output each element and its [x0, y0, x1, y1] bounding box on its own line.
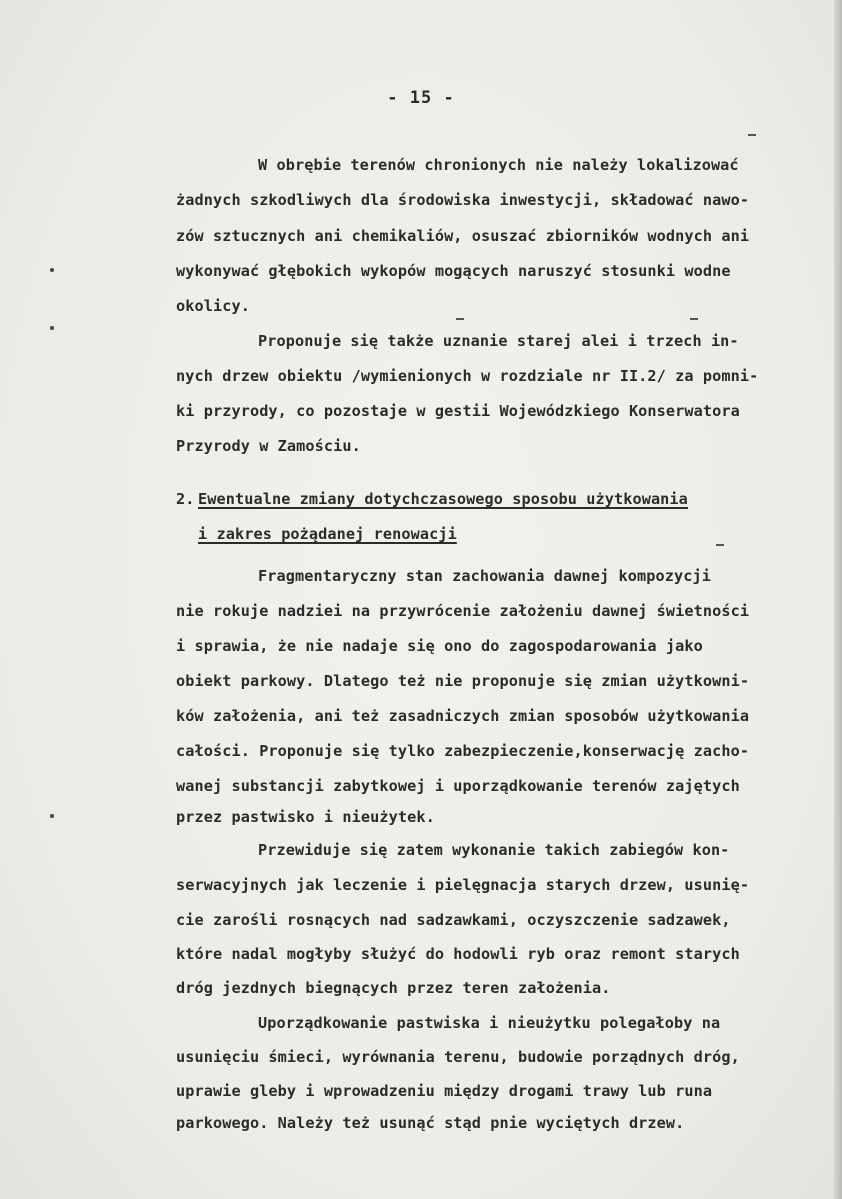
section-title-line-2: i zakres pożądanej renowacji [198, 525, 457, 543]
paragraph-3-line: przez pastwisko i nieużytek. [176, 808, 435, 826]
paragraph-2-line: ki przyrody, co pozostaje w gestii Wojewódzkiego Konserwatora [176, 402, 740, 420]
paragraph-1-line: zów sztucznych ani chemikaliów, osuszać zbiorników wodnych ani [176, 227, 750, 245]
paragraph-4-line: serwacyjnych jak leczenie i pielęgnacja starych drzew, usunię- [176, 876, 750, 894]
section-number: 2. [176, 490, 195, 508]
paragraph-4-line: które nadal mogłyby służyć do hodowli ryb oraz remont starych [176, 945, 740, 963]
paragraph-5-line: parkowego. Należy też usunąć stąd pnie wyciętych drzew. [176, 1114, 685, 1132]
scan-mark [748, 134, 756, 136]
paragraph-4-line: cie zarośli rosnących nad sadzawkami, oczyszczenie sadzawek, [176, 911, 731, 929]
paragraph-3-line: i sprawia, że nie nadaje się ono do zagospodarowania jako [176, 637, 703, 655]
page-edge-shadow [834, 0, 842, 1199]
paragraph-1-line: W obrębie terenów chronionych nie należy lokalizować [258, 156, 739, 174]
section-title-line-1: Ewentualne zmiany dotychczasowego sposobu użytkowania [198, 490, 688, 508]
paragraph-5-line: Uporządkowanie pastwiska i nieużytku polegałoby na [258, 1014, 721, 1032]
paragraph-3-line: Fragmentaryczny stan zachowania dawnej kompozycji [258, 567, 711, 585]
binding-hole-mark [50, 814, 54, 818]
paragraph-5-line: usunięciu śmieci, wyrównania terenu, budowie porządnych dróg, [176, 1048, 740, 1066]
paragraph-3-line: nie rokuje nadziei na przywrócenie założeniu dawnej świetności [176, 602, 750, 620]
paragraph-4-line: dróg jezdnych biegnących przez teren założenia. [176, 979, 611, 997]
page-number: - 15 - [387, 88, 455, 108]
paragraph-3-line: obiekt parkowy. Dlatego też nie proponuje się zmian użytkowni- [176, 672, 750, 690]
paragraph-5-line: uprawie gleby i wprowadzeniu między drogami trawy lub runa [176, 1082, 713, 1100]
paragraph-2-line: nych drzew obiektu /wymienionych w rozdziale nr II.2/ za pomni- [176, 367, 759, 385]
scan-mark [456, 318, 464, 320]
paragraph-1-line: okolicy. [176, 297, 250, 315]
paragraph-2-line: Przyrody w Zamościu. [176, 437, 361, 455]
binding-hole-mark [50, 268, 54, 272]
scan-mark [690, 318, 698, 320]
paragraph-1-line: żadnych szkodliwych dla środowiska inwestycji, składować nawo- [176, 191, 750, 209]
paragraph-3-line: wanej substancji zabytkowej i uporządkowanie terenów zajętych [176, 777, 740, 795]
paragraph-3-line: ków założenia, ani też zasadniczych zmian sposobów użytkowania [176, 707, 750, 725]
paragraph-2-line: Proponuje się także uznanie starej alei i trzech in- [258, 332, 739, 350]
paragraph-1-line: wykonywać głębokich wykopów mogących naruszyć stosunki wodne [176, 262, 731, 280]
paragraph-4-line: Przewiduje się zatem wykonanie takich zabiegów kon- [258, 841, 730, 859]
binding-hole-mark [50, 326, 54, 330]
paragraph-3-line: całości. Proponuje się tylko zabezpieczenie,konserwację zacho- [176, 742, 750, 760]
scan-mark [716, 544, 724, 546]
